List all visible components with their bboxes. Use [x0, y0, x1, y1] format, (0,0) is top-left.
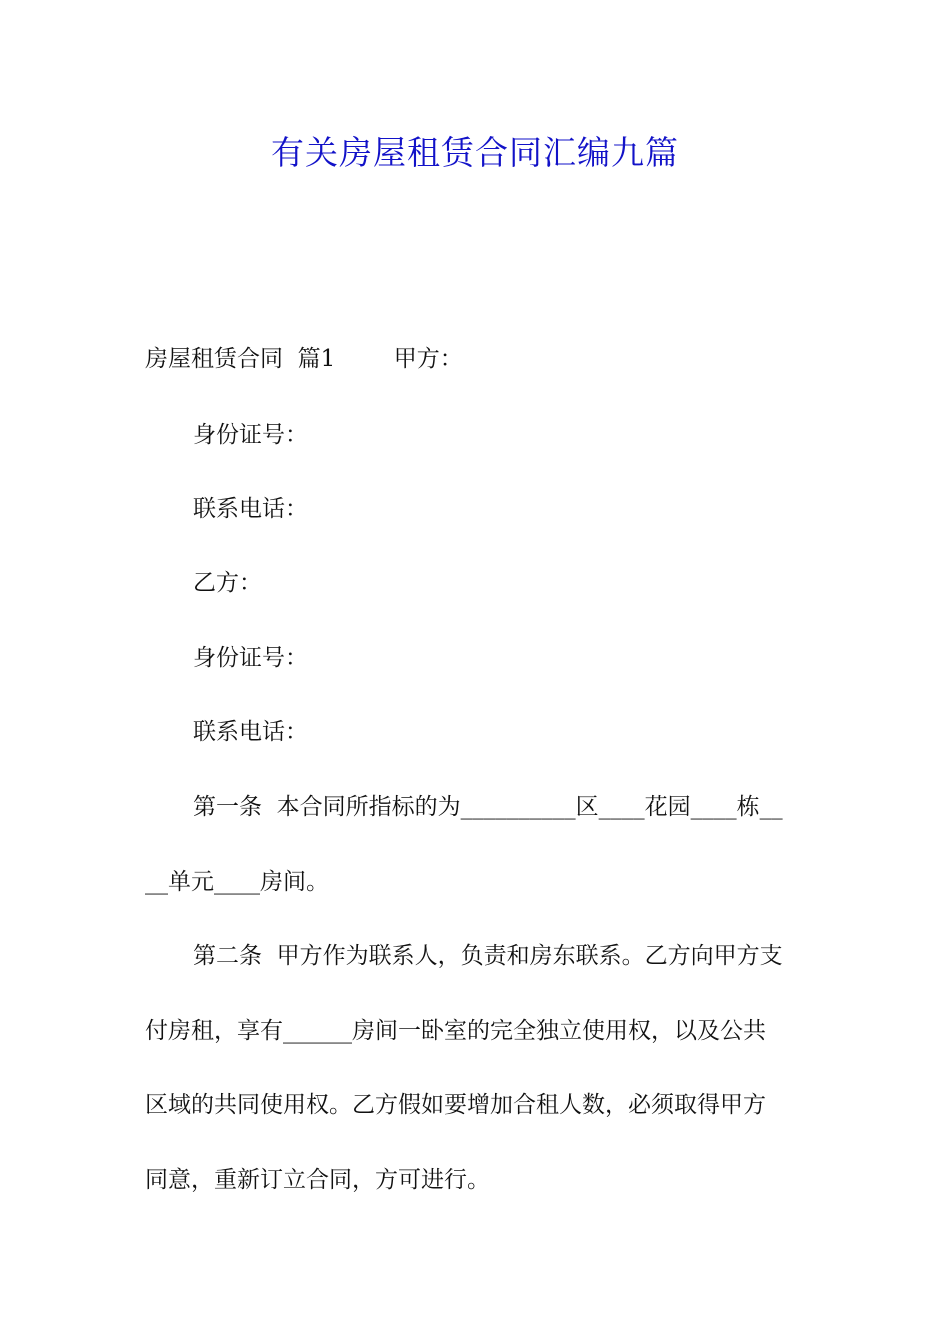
- article-two-line-3: 区域的共同使用权。乙方假如要增加合租人数，必须取得甲方: [145, 1092, 766, 1118]
- party-b: 乙方：: [193, 570, 262, 596]
- article-two-line-1: 第二条 甲方作为联系人，负责和房东联系。乙方向甲方支: [193, 943, 783, 969]
- article-two-line-2: 付房租，享有______房间一卧室的完全独立使用权，以及公共: [145, 1018, 766, 1044]
- article-one-line-1: 第一条 本合同所指标的为__________区____花园____栋__: [193, 794, 783, 820]
- party-a-phone: 联系电话：: [193, 496, 308, 522]
- article-two-line-4: 同意，重新订立合同，方可进行。: [145, 1167, 490, 1193]
- article-one-line-2: __单元____房间。: [145, 869, 329, 895]
- party-a-id-number: 身份证号：: [193, 422, 308, 448]
- party-b-phone: 联系电话：: [193, 719, 308, 745]
- document-title: 有关房屋租赁合同汇编九篇: [271, 133, 679, 172]
- party-b-id-number: 身份证号：: [193, 645, 308, 671]
- section-heading-party-a: 房屋租赁合同 篇1 甲方：: [145, 346, 463, 372]
